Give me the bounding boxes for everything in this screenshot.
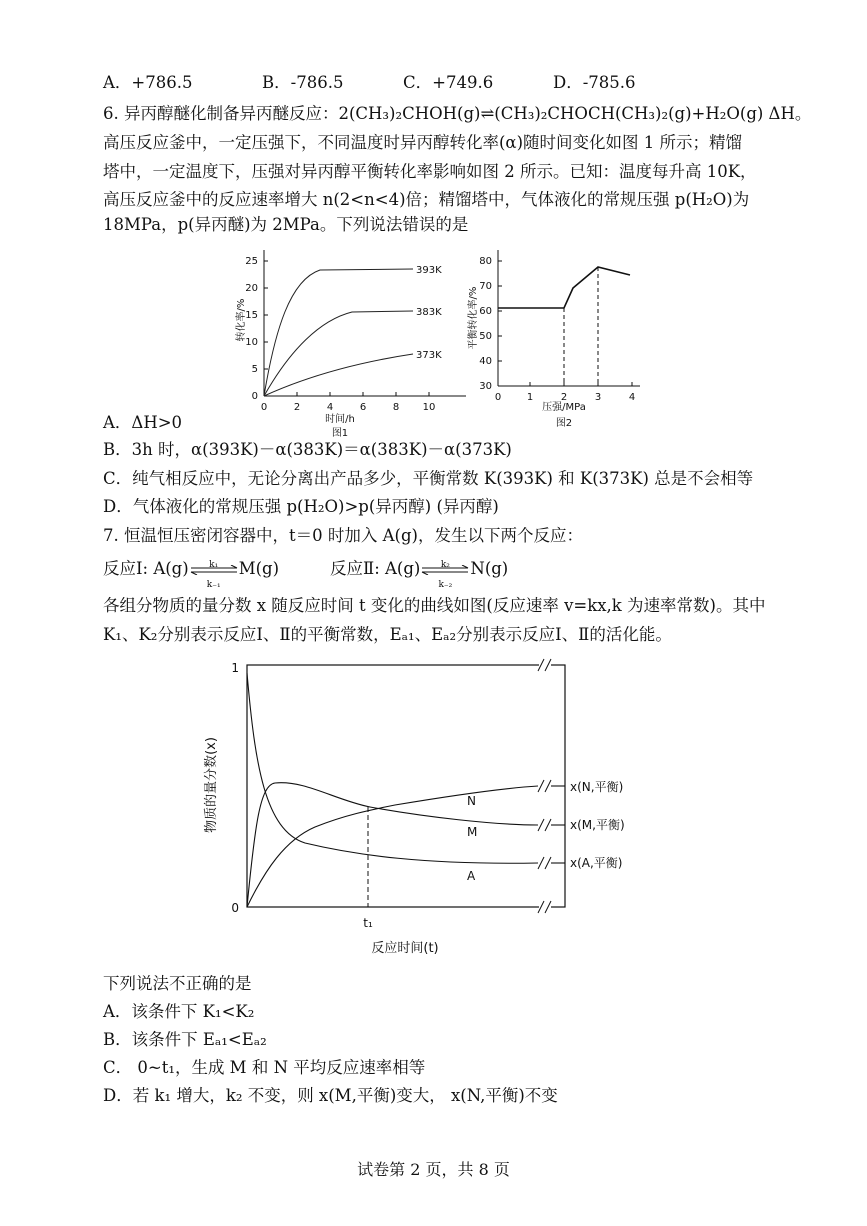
- fig2-caption: 图2: [555, 418, 573, 429]
- fig1-curve-383k: [264, 311, 413, 396]
- fig2-ytick-70: 70: [479, 281, 492, 292]
- fig1-ytick-20: 20: [245, 283, 258, 294]
- q5-option-b: B．-786.5: [262, 73, 344, 92]
- fig3-y-top: 1: [231, 661, 239, 675]
- fig1-ytick-25: 25: [245, 256, 258, 267]
- fig3-t1-label: t₁: [363, 916, 373, 930]
- q7-stem-line-1: 7. 恒温恒压密闭容器中，t＝0 时加入 A(g)，发生以下两个反应：: [103, 526, 583, 545]
- fig3-y-zero: 0: [231, 901, 239, 915]
- fig3-label-n: N: [467, 794, 476, 808]
- q6-stem-line-2: 高压反应釜中，一定压强下，不同温度时异丙醇转化率(α)随时间变化如图 1 所示；精馏: [103, 133, 743, 152]
- fig3-curve-a: [247, 673, 538, 863]
- fig2-ytick-50: 50: [479, 331, 492, 342]
- fig1-xtick-2: 2: [293, 402, 301, 413]
- q5-option-d: D．-785.6: [553, 73, 636, 92]
- page-footer: 试卷第 2 页，共 8 页: [357, 1160, 510, 1179]
- fig1-ytick-5: 5: [251, 364, 258, 375]
- q7-stem-line-2: 各组分物质的量分数 x 随反应时间 t 变化的曲线如图(反应速率 v=kx,k 为速率常数)。其中: [103, 596, 766, 615]
- fig2-xtick-3: 3: [594, 392, 602, 403]
- fig1-xtick-4: 4: [326, 402, 334, 413]
- fig3-xlabel: 反应时间(t): [371, 941, 439, 956]
- fig1-ytick-10: 10: [245, 337, 258, 348]
- q7-reaction-2: [330, 558, 509, 590]
- q5-option-c: C．+749.6: [403, 73, 494, 92]
- reaction-1-reactant: 反应Ⅰ: A(g): [103, 559, 189, 578]
- q7-reaction-1: [103, 558, 280, 590]
- fig1-label-373k: 373K: [416, 350, 442, 361]
- q6-option-c: C．纯气相反应中，无论分离出产品多少，平衡常数 K(393K) 和 K(373K) 总是不会相等: [103, 469, 754, 488]
- fig2-curve: [498, 267, 630, 308]
- q6-stem-line-3: 塔中，一定温度下，压强对异丙醇平衡转化率影响如图 2 所示。已知：温度每升高 10K，: [103, 162, 757, 181]
- q7-option-a: A．该条件下 K₁<K₂: [103, 1002, 255, 1021]
- fig2-ytick-30: 30: [479, 381, 492, 392]
- fig1-ytick-0: 0: [251, 391, 258, 402]
- reaction-1-arrow: [189, 559, 239, 590]
- fig1-label-393k: 393K: [416, 265, 442, 276]
- reaction-2-k-rev: k₋₂: [438, 579, 453, 590]
- q6-option-d: D．气体液化的常规压强 p(H₂O)>p(异丙醇) (异丙醇): [103, 497, 499, 516]
- fig3-eq-label-m: x(M,平衡): [570, 818, 625, 832]
- fig3-label-a: A: [467, 869, 476, 883]
- reaction-2-arrow: [420, 559, 470, 590]
- q7-option-c: C． 0~t₁，生成 M 和 N 平均反应速率相等: [103, 1058, 426, 1077]
- reaction-2-reactant: 反应Ⅱ: A(g): [330, 559, 421, 578]
- fig1-curve-373k: [264, 354, 413, 396]
- q6-option-b: B．3h 时，α(393K)－α(383K)＝α(383K)－α(373K): [103, 440, 512, 459]
- q6-stem-line-1: 6. 异丙醇醚化制备异丙醚反应：2(CH₃)₂CHOH(g)⇌(CH₃)₂CHOCH(CH₃)₂(g)+H₂O(g) ΔH。: [103, 104, 812, 123]
- figure-1-conversion-vs-time: [230, 240, 480, 440]
- fig3-ylabel: 物质的量分数(x): [204, 737, 219, 833]
- fig2-ytick-60: 60: [479, 306, 492, 317]
- q7-prompt: 下列说法不正确的是: [103, 974, 252, 993]
- fig2-ytick-40: 40: [479, 356, 492, 367]
- fig1-curve-393k: [264, 269, 413, 396]
- fig3-curve-m: [247, 783, 538, 907]
- fig3-label-m: M: [467, 825, 478, 839]
- fig1-caption: 图1: [331, 428, 349, 439]
- fig1-xtick-0: 0: [260, 402, 268, 413]
- fig2-xlabel: 压强/MPa: [542, 402, 586, 413]
- fig1-label-383k: 383K: [416, 307, 442, 318]
- fig3-curve-n: [247, 786, 538, 907]
- q6-option-a: A．ΔH>0: [103, 413, 183, 432]
- reaction-1-k-fwd: k₁: [209, 559, 219, 570]
- fig1-xtick-10: 10: [422, 402, 436, 413]
- q5-option-a: A．+786.5: [103, 73, 193, 92]
- reaction-2-product: N(g): [470, 559, 509, 578]
- reaction-1-product: M(g): [238, 559, 280, 578]
- q6-stem-line-5: 18MPa，p(异丙醚)为 2MPa。下列说法错误的是: [103, 215, 469, 234]
- fig1-ytick-15: 15: [245, 310, 258, 321]
- fig2-xtick-2: 2: [560, 392, 568, 403]
- fig2-xtick-0: 0: [494, 392, 502, 403]
- fig1-xtick-8: 8: [392, 402, 400, 413]
- q6-stem-line-4: 高压反应釜中的反应速率增大 n(2<n<4)倍；精馏塔中，气体液化的常规压强 p(H₂O)为: [103, 190, 750, 209]
- figure-2-equilibrium-vs-pressure: [460, 240, 660, 440]
- fig1-xlabel: 时间/h: [325, 414, 355, 425]
- fig3-eq-label-n: x(N,平衡): [570, 780, 624, 794]
- fig2-xtick-1: 1: [526, 392, 534, 403]
- figure-3-mole-fraction-vs-time: [195, 655, 655, 960]
- reaction-2-k-fwd: k₂: [440, 559, 450, 570]
- q7-stem-line-3: K₁、K₂分别表示反应Ⅰ、Ⅱ的平衡常数，Eₐ₁、Eₐ₂分别表示反应Ⅰ、Ⅱ的活化能。: [103, 625, 672, 644]
- fig1-ylabel: 转化率/%: [236, 298, 247, 342]
- fig2-ylabel: 平衡转化率/%: [468, 286, 479, 350]
- fig1-xtick-6: 6: [359, 402, 367, 413]
- q7-option-d: D．若 k₁ 增大，k₂ 不变，则 x(M,平衡)变大， x(N,平衡)不变: [103, 1086, 558, 1105]
- fig3-eq-label-a: x(A,平衡): [570, 856, 623, 870]
- reaction-1-k-rev: k₋₁: [206, 579, 221, 590]
- fig2-xtick-4: 4: [628, 392, 636, 403]
- q7-option-b: B．该条件下 Eₐ₁<Eₐ₂: [103, 1030, 267, 1049]
- fig2-ytick-80: 80: [479, 256, 492, 267]
